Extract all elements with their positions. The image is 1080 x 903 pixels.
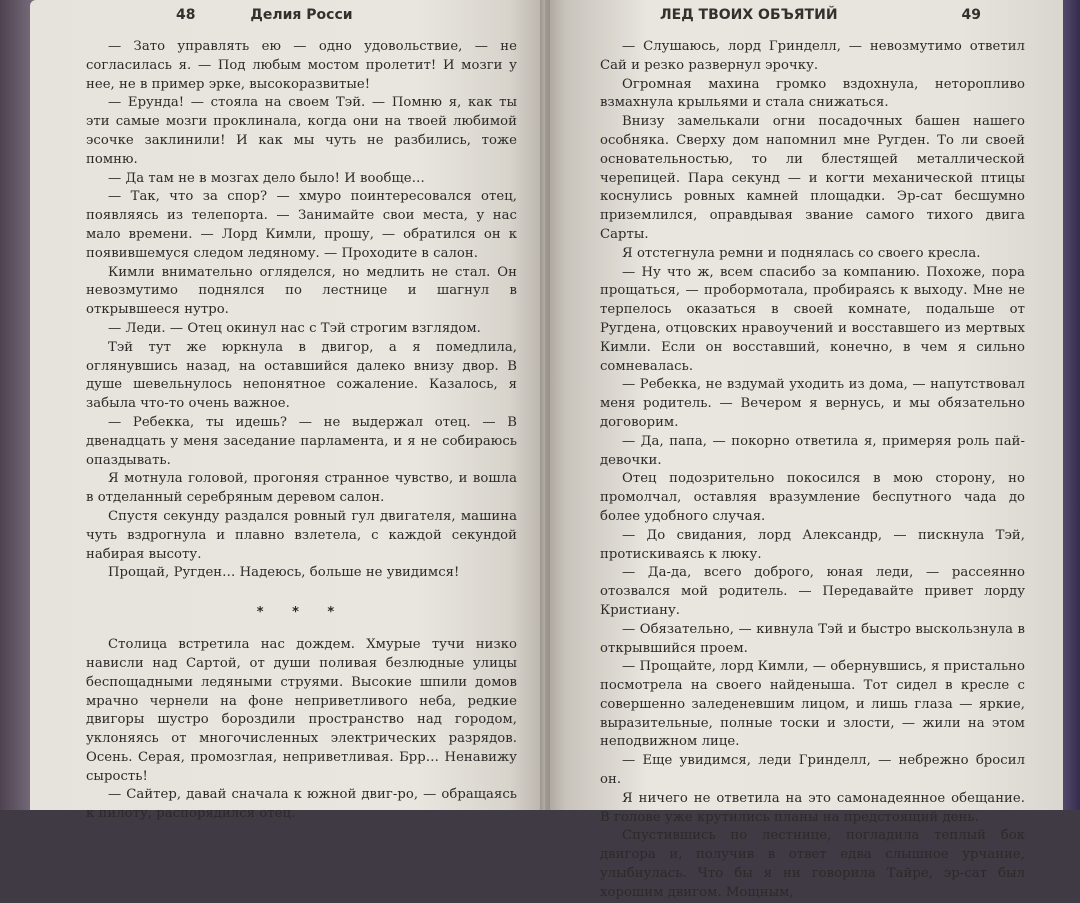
- paragraph: Кимли внимательно огляделся, но медлить не стал. Он невозмутимо поднялся по лестнице и шагнул в открывшееся нутро.: [86, 264, 517, 318]
- paragraph: — Ерунда! — стояла на своем Тэй. — Помню я, как ты эти самые мозги проклинала, когда они на твоей любимой эсочке заклинили! И как мы чуть не разбились, тоже помню.: [86, 95, 517, 167]
- running-head-author: Делия Росси: [250, 7, 353, 23]
- paragraph: Огромная махина громко вздохнула, неторопливо взмахнула крыльями и стала снижаться.: [600, 76, 1025, 111]
- page-number-left: 48: [176, 7, 196, 23]
- paragraph: Я мотнула головой, прогоняя странное чувство, и вошла в отделанный серебряным деревом салон.: [86, 471, 517, 506]
- paragraph: — Ребекка, не вздумай уходить из дома, — напутствовал меня родитель. — Вечером я вернусь, и мы обязательно договорим.: [600, 377, 1025, 430]
- paragraph: — Так, что за спор? — хмуро поинтересовался отец, появляясь из телепорта. — Занимайте свои места, у нас мало времени. — Лорд Кимли, прошу, — обратился он к появившемуся следом ледяному. — Проходите в салон.: [86, 189, 517, 261]
- paragraph: Прощай, Ругден… Надеюсь, больше не увидимся!: [108, 565, 460, 581]
- paragraph: Я отстегнула ремни и поднялась со своего кресла.: [622, 245, 981, 261]
- paragraph: Отец подозрительно покосился в мою сторону, но промолчал, оставляя вразумление беспутного чада до более удобного случая.: [600, 471, 1025, 524]
- paragraph: — Ну что ж, всем спасибо за компанию. Похоже, пора прощаться, — пробормотала, пробираясь к выходу. Мне не терпелось оказаться в своей комнате, подальше от Ругдена, отцовских нравоучений и восставшего из мертвых Кимли. Если он восставший, конечно, в чем я сильно сомневалась.: [600, 264, 1025, 374]
- paragraph: — Еще увидимся, леди Гринделл, — небрежно бросил он.: [600, 753, 1025, 788]
- paragraph: Я ничего не ответила на это самонадеянное обещание. В голове уже крутились планы на предстоящий день.: [600, 790, 1025, 825]
- paragraph: — До свидания, лорд Александр, — пискнула Тэй, протискиваясь к люку.: [600, 527, 1025, 562]
- paragraph: — Зато управлять ею — одно удовольствие, — не согласилась я. — Под любым мостом пролетит! И мозги у нее, не в пример эрке, высокоразвитые!: [86, 39, 517, 92]
- paragraph: — Да-да, всего доброго, юная леди, — рассеянно отозвался мой родитель. — Передавайте привет лорду Кристиану.: [600, 565, 1025, 618]
- paragraph: — Да там не в мозгах дело было! И вообще…: [108, 170, 425, 186]
- paragraph: Спустя секунду раздался ровный гул двигателя, машина чуть вздрогнула и плавно взлетела, с каждой секундой набирая высоту.: [86, 508, 517, 562]
- paragraph: — Ребекка, ты идешь? — не выдержал отец. — В двенадцать у меня заседание парламента, и я не собираюсь опаздывать.: [86, 414, 517, 468]
- left-page: [30, 0, 545, 822]
- right-page-text: [600, 38, 1025, 903]
- right-page-header: [600, 0, 1021, 28]
- paragraph: — Сайтер, давай сначала к южной двиг-ро, — обращаясь к пилоту, распорядился отец.: [86, 787, 517, 822]
- paragraph: Внизу замелькали огни посадочных башен нашего особняка. Сверху дом напомнил мне Ругден. То ли своей основательностью, то ли блестящей металлической черепицей. Пара секунд — и когти механической птицы коснулись ровных камней площадки. Эр-сат бесшумно приземлился, оправдывая звание самого тихого двига Сарты.: [600, 114, 1025, 242]
- paragraph: Спустившись по лестнице, погладила теплый бок двигора и, получив в ответ едва слышное урчание, улыбнулась. Что бы я ни говорила Тайре, эр-сат был хорошим двигом. Мощным,: [600, 828, 1025, 900]
- running-head-book-title: ЛЕД ТВОИХ ОБЪЯТИЙ: [660, 7, 838, 23]
- paragraph: — Слушаюсь, лорд Гринделл, — невозмутимо ответил Сай и резко развернул эрочку.: [600, 39, 1025, 73]
- page-number-right: 49: [961, 7, 981, 23]
- section-separator: * * *: [256, 605, 347, 621]
- paragraph: — Прощайте, лорд Кимли, — обернувшись, я пристально посмотрела на своего найденыша. Тот сидел в кресле с совершенно заледеневшим лицом, и лишь глаза — яркие, выразительные, полные тоски и злости, — жили на этом неподвижном лице.: [600, 659, 1025, 750]
- paragraph: — Леди. — Отец окинул нас с Тэй строгим взглядом.: [108, 320, 481, 336]
- right-page: [545, 0, 1063, 900]
- left-page-text: [86, 38, 517, 824]
- paragraph: Тэй тут же юркнула в двигор, а я помедлила, оглянувшись назад, на оставшийся далеко внизу двор. В душе шевельнулось непонятное сожаление. Казалось, я забыла что-то очень важное.: [86, 339, 517, 412]
- paragraph: Столица встретила нас дождем. Хмурые тучи низко нависли над Сартой, от души поливая безлюдные улицы беспощадными ледяными струями. Высокие шпили домов мрачно чернели на фоне неприветливого неба, редкие двигоры шустро бороздили пространство над городом, уклоняясь от многочисленных электрических разрядов. Осень. Серая, промозглая, неприветливая. Брр… Ненавижу сырость!: [86, 637, 517, 784]
- left-page-header: [86, 0, 517, 28]
- paragraph: — Обязательно, — кивнула Тэй и быстро выскользнула в открывшийся проем.: [600, 621, 1025, 656]
- book-spine-gutter: [540, 0, 550, 810]
- paragraph: — Да, папа, — покорно ответила я, примеряя роль пай-девочки.: [600, 433, 1025, 468]
